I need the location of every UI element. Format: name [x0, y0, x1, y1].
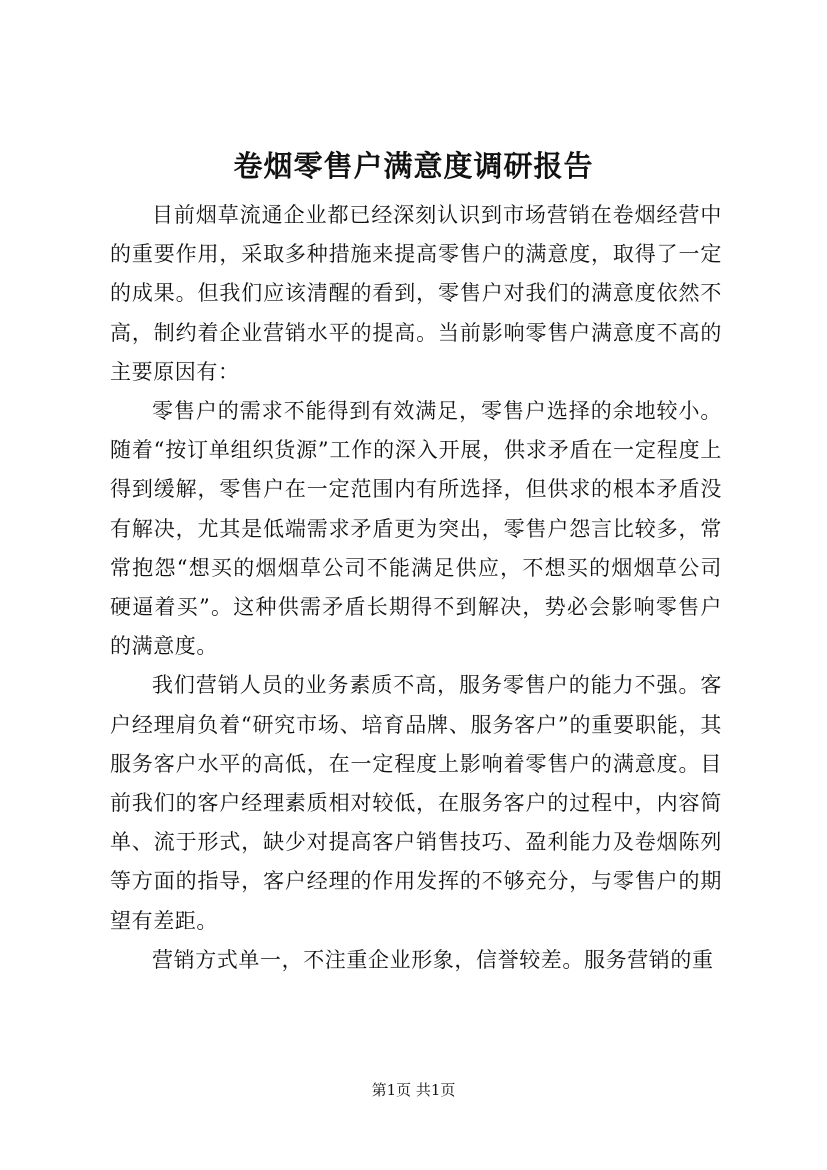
paragraph-demand: 零售户的需求不能得到有效满足，零售户选择的余地较小。随着“按订单组织货源”工作的深入开展，供求矛盾在一定程度上得到缓解，零售户在一定范围内有所选择，但供求的根本矛盾没有解决，尤其是低端需求矛盾更为突出，零售户怨言比较多，常常抱怨“想买的烟烟草公司不能满足供应，不想买的烟烟草公司硬逼着买”。这种供需矛盾长期得不到解决，势必会影响零售户的满意度。: [110, 399, 722, 659]
page-footer: 第1页 共1页: [371, 1081, 456, 1099]
paragraph-intro: 目前烟草流通企业都已经深刻认识到市场营销在卷烟经营中的重要作用，采取多种措施来提高零售户的满意度，取得了一定的成果。但我们应该清醒的看到，零售户对我们的满意度依然不高，制约着企业营销水平的提高。当前影响零售户满意度不高的主要原因有：: [110, 203, 722, 384]
paragraph-marketing-method: 营销方式单一，不注重企业形象，信誉较差。服务营销的重: [152, 947, 714, 972]
paragraph-staff-quality: 我们营销人员的业务素质不高，服务零售户的能力不强。客户经理肩负着“研究市场、培育品牌、服务客户”的重要职能，其服务客户水平的高低，在一定程度上影响着零售户的满意度。目前我们的客户经理素质相对较低，在服务客户的过程中，内容简单、流于形式，缺少对提高客户销售技巧、盈利能力及卷烟陈列等方面的指导，客户经理的作用发挥的不够充分，与零售户的期望有差距。: [110, 673, 722, 933]
document-title: 卷烟零售户满意度调研报告: [233, 149, 594, 183]
document-body: [110, 196, 722, 980]
